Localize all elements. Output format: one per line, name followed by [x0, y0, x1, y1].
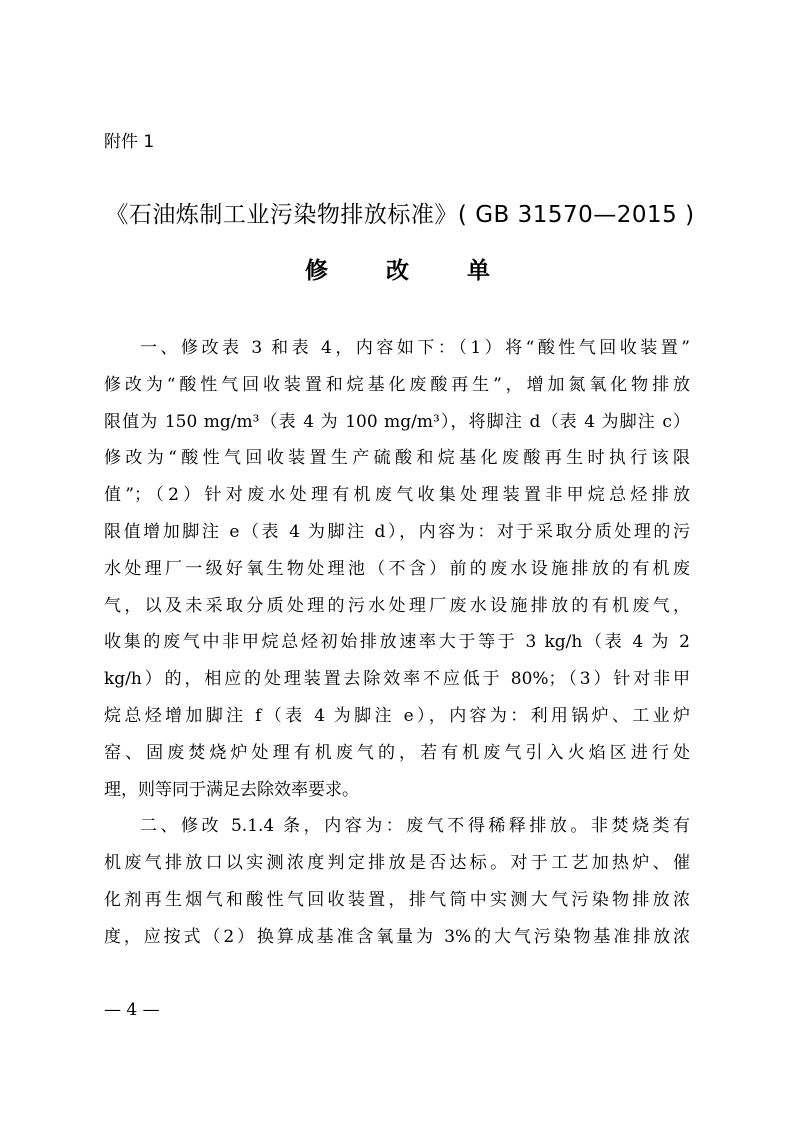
subtitle-char: 改: [386, 258, 409, 284]
body-line: 理，则等同于满足去除效率要求。: [104, 779, 359, 800]
body-line: 修改为“酸性气回收装置生产硫酸和烷基化废酸再生时执行该限: [104, 448, 690, 469]
body-line: kg/h）的，相应的处理装置去除效率不应低于 80%；（3）针对非甲: [104, 669, 690, 690]
body-line: 水处理厂一级好氧生物处理池（不含）前的废水设施排放的有机废: [104, 558, 690, 579]
body-text: [104, 330, 690, 956]
attachment-label: 附件 1: [104, 132, 155, 152]
body-line: 限值增加脚注 e（表 4 为脚注 d），内容为：对于采取分质处理的污: [104, 521, 690, 542]
body-line: 二、修改 5.1.4 条，内容为：废气不得稀释排放。非焚烧类有: [140, 816, 690, 837]
document-subtitle: [305, 252, 490, 285]
body-line: 限值为 150 mg/m³（表 4 为 100 mg/m³），将脚注 d（表 4 为脚注 c）: [104, 411, 690, 432]
body-line: 烷总烃增加脚注 f（表 4 为脚注 e），内容为：利用锅炉、工业炉: [104, 705, 690, 726]
body-line: 值”；（2）针对废水处理有机废气收集处理装置非甲烷总烃排放: [104, 485, 690, 506]
body-line: 化剂再生烟气和酸性气回收装置，排气筒中实测大气污染物排放浓: [104, 889, 690, 910]
subtitle-char: 修: [305, 258, 328, 284]
page-number: — 4 —: [104, 1000, 160, 1020]
body-line: 一、修改表 3 和表 4，内容如下：（1）将“酸性气回收装置”: [140, 338, 690, 358]
body-line: 机废气排放口以实测浓度判定排放是否达标。对于工艺加热炉、催: [104, 853, 690, 874]
document-title: 《石油炼制工业污染物排放标准》( GB 31570—2015 ): [105, 202, 695, 228]
subtitle-char: 单: [467, 258, 490, 284]
body-line: 修改为“酸性气回收装置和烷基化废酸再生”，增加氮氧化物排放: [104, 374, 690, 395]
body-line: 度，应按式（2）换算成基准含氧量为 3%的大气污染物基准排放浓: [104, 926, 690, 947]
body-line: 气，以及未采取分质处理的污水处理厂废水设施排放的有机废气，: [104, 595, 690, 616]
body-line: 收集的废气中非甲烷总烃初始排放速率大于等于 3 kg/h（表 4 为 2: [104, 632, 690, 653]
body-line: 窑、固废焚烧炉处理有机废气的，若有机废气引入火焰区进行处: [104, 742, 690, 763]
